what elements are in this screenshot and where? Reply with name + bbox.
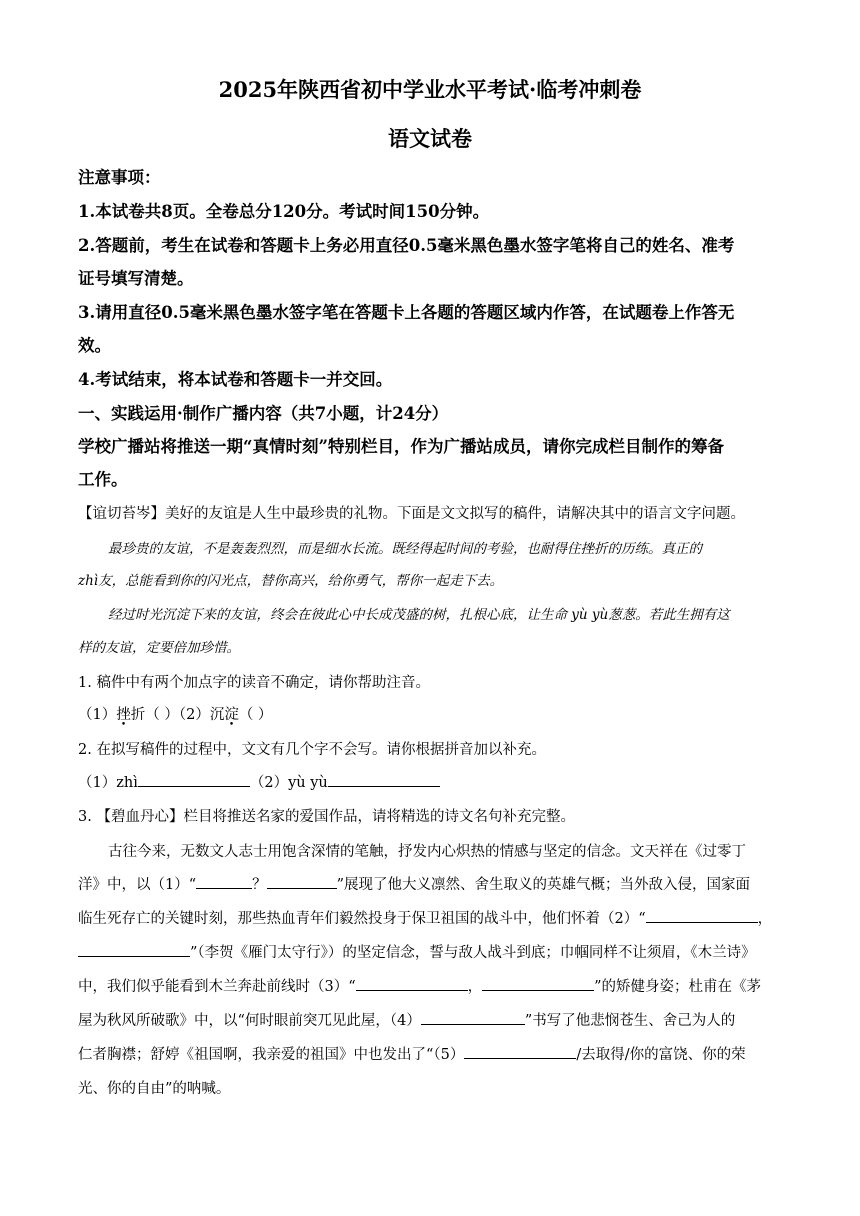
passage-text: /去取得/你的富饶、你的荣: [576, 1047, 746, 1063]
passage-line: [78, 1043, 746, 1064]
answer-blank[interactable]: [421, 1010, 525, 1025]
passage-line: [78, 907, 772, 928]
passage-text: 仁者胸襟；舒婷《祖国啊，我亲爱的祖国》中也发出了“（5）: [78, 1047, 465, 1063]
question-2-items: [78, 771, 440, 792]
answer-blank[interactable]: [482, 976, 594, 991]
question-1-stem: 1. 稿件中有两个加点字的读音不确定，请你帮助注音。: [78, 675, 430, 691]
answer-blank[interactable]: [646, 908, 758, 923]
section-heading: 一、实践运用·制作广播内容（共7小题，计24分）: [78, 404, 449, 423]
passage-line: 光、你的自由”的呐喊。: [78, 1081, 231, 1097]
section-intro: 工作。: [78, 470, 128, 489]
q2-label: （1）zhì: [78, 775, 138, 791]
question-2-stem: 2. 在拟写稿件的过程中，文文有几个字不会写。请你根据拼音加以补充。: [78, 742, 546, 758]
passage-line: [78, 1009, 735, 1030]
answer-blank[interactable]: [138, 772, 250, 787]
notice-item: 证号填写清楚。: [78, 269, 194, 288]
passage-text: ，: [757, 911, 773, 927]
passage-line: 古往今来，无数文人志士用饱含深情的笔触，抒发内心炽热的情感与坚定的信念。文天祥在《过零丁: [108, 844, 746, 860]
notice-item: 4.考试结束，将本试卷和答题卡一并交回。: [78, 370, 393, 389]
passage-text: ，: [467, 979, 483, 995]
passage-text: ”书写了他悲悯苍生、舍己为人的: [524, 1013, 736, 1029]
passage-text: ？: [252, 877, 267, 893]
passage-line: [78, 975, 761, 996]
answer-blank[interactable]: [464, 1044, 576, 1059]
exam-subtitle: 语文试卷: [388, 126, 472, 151]
passage-text: 临生死存亡的关键时刻，那些热血青年们毅然投身于保卫祖国的战斗中，他们怀着（2）“: [78, 911, 646, 927]
q1-label: （1）: [78, 707, 117, 723]
notice-item: 效。: [78, 336, 111, 355]
passage-text: ”的矫健身姿；杜甫在《茅: [594, 979, 762, 995]
question-1-items: [78, 703, 272, 724]
answer-blank[interactable]: [328, 772, 440, 787]
draft-text: 最珍贵的友谊，不是轰轰烈烈，而是细水长流。既经得起时间的考验，也耐得住挫折的历练。真正的: [108, 541, 702, 557]
notice-heading: 注意事项：: [78, 168, 161, 187]
passage-text: ”展现了他大义凛然、舍生取义的英雄气概；当外敌入侵，国家面: [336, 877, 751, 893]
notice-item: 3.请用直径0.5毫米黑色墨水签字笔在答题卡上各题的答题区域内作答，在试题卷上作答无: [78, 303, 735, 322]
notice-item: 2.答题前，考生在试卷和答题卡上务必用直径0.5毫米黑色墨水签字笔将自己的姓名、准考: [78, 236, 735, 255]
answer-blank[interactable]: [78, 942, 190, 957]
passage-line: [78, 873, 750, 894]
answer-paren[interactable]: （ ）: [238, 707, 273, 723]
answer-blank[interactable]: [196, 874, 252, 889]
passage-text: ”（李贺《雁门太守行》）的坚定信念，誓与敌人战斗到底；巾帼同样不让须眉，《木兰诗》: [190, 945, 756, 961]
answer-blank[interactable]: [267, 874, 337, 889]
passage-text: 中，我们似乎能看到木兰奔赴前线时（3）“: [78, 979, 356, 995]
q1-char: 折: [130, 707, 146, 723]
draft-text: 样的友谊，定要倍加珍惜。: [78, 640, 240, 656]
exam-title: 2025年陕西省初中学业水平考试·临考冲刺卷: [218, 77, 642, 102]
draft-text: zhì友，总能看到你的闪光点，替你高兴，给你勇气，帮你一起走下去。: [78, 573, 504, 589]
q1-label: （2）沉: [178, 707, 225, 723]
answer-blank[interactable]: [356, 976, 468, 991]
passage-text: 洋》中，以（1）“: [78, 877, 197, 893]
answer-paren[interactable]: （ ）: [145, 707, 179, 723]
passage-text: 屋为秋风所破歌》中，以“何时眼前突兀见此屋，（4）: [78, 1013, 421, 1029]
dotted-char: 挫: [116, 707, 131, 723]
draft-text: 经过时光沉淀下来的友谊，终会在彼此心中长成茂盛的树，扎根心底，让生命 yù yù葱葱。若此生拥有这: [108, 607, 730, 623]
dotted-char: 淀: [224, 707, 239, 723]
task-prompt: 【谊切苔岑】美好的友谊是人生中最珍贵的礼物。下面是文文拟写的稿件，请解决其中的语言文字问题。: [78, 506, 745, 522]
section-intro: 学校广播站将推送一期“真情时刻”特别栏目，作为广播站成员，请你完成栏目制作的筹备: [78, 437, 724, 456]
passage-line: [78, 941, 756, 962]
notice-item: 1.本试卷共8页。全卷总分120分。考试时间150分钟。: [78, 202, 490, 221]
q2-label: （2）yù yù: [249, 775, 328, 791]
question-3-stem: 3. 【碧血丹心】栏目将推送名家的爱国作品，请将精选的诗文名句补充完整。: [78, 809, 575, 825]
